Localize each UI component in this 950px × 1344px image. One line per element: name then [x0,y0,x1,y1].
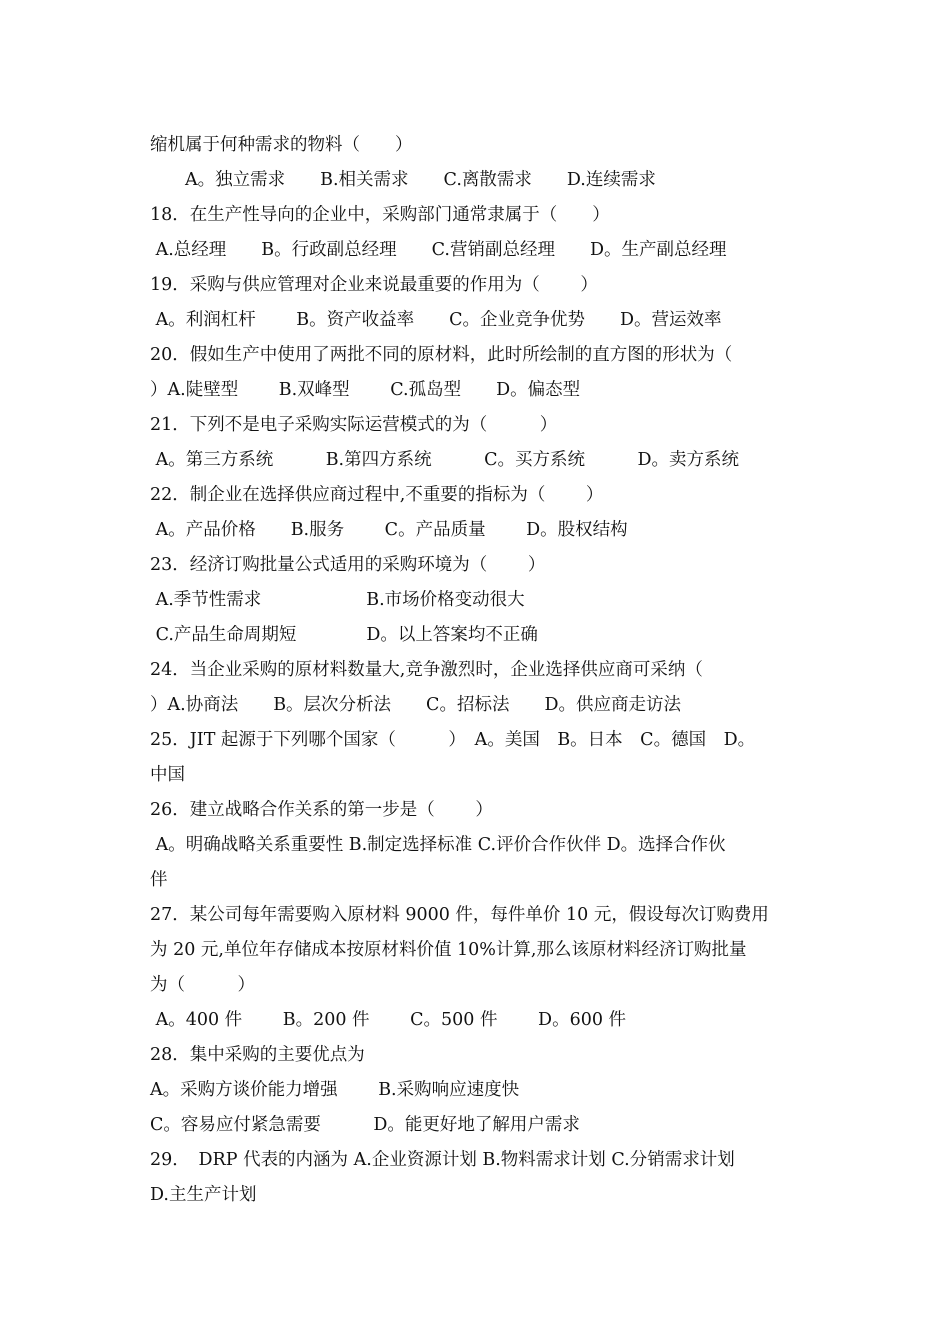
question-23-options-cd: C.产品生命周期短 D。以上答案均不正确 [150,625,538,645]
question-20-options: ）A.陡壁型 B.双峰型 C.孤岛型 D。偏态型 [150,380,581,400]
question-26-options: A。明确战略关系重要性 B.制定选择标准 C.评价合作伙伴 D。选择合作伙 [150,835,726,855]
question-27-stem: 27．某公司每年需要购入原材料 9000 件，每件单价 10 元，假设每次订购费用 [150,905,769,925]
question-24-options: ）A.协商法 B。层次分析法 C。招标法 D。供应商走访法 [150,695,681,715]
question-29-stem: 29． DRP 代表的内涵为 A.企业资源计划 B.物料需求计划 C.分销需求计划 [150,1150,735,1170]
question-28-options-ab: A。采购方谈价能力增强 B.采购响应速度快 [150,1080,520,1100]
question-28-stem: 28．集中采购的主要优点为 [150,1045,365,1065]
question-28-options-cd: C。容易应付紧急需要 D。能更好地了解用户需求 [150,1115,580,1135]
question-18-stem: 18．在生产性导向的企业中，采购部门通常隶属于（ ） [150,205,610,225]
question-18-options: A.总经理 B。行政副总经理 C.营销副总经理 D。生产副总经理 [150,240,727,260]
question-26-stem: 26．建立战略合作关系的第一步是（ ） [150,800,493,820]
question-25-stem: 25．JIT 起源于下列哪个国家（ ） A。美国 B。日本 C。德国 D。 [150,730,756,750]
question-22-options: A。产品价格 B.服务 C。产品质量 D。股权结构 [150,520,628,540]
question-27-options: A。400 件 B。200 件 C。500 件 D。600 件 [150,1010,627,1030]
question-19-options: A。利润杠杆 B。资产收益率 C。企业竞争优势 D。营运效率 [150,310,722,330]
question-29-stem-continued: D.主生产计划 [150,1185,257,1205]
question-27-stem-line2: 为 20 元,单位年存储成本按原材料价值 10%计算,那么该原材料经济订购批量 [150,940,747,960]
question-22-stem: 22．制企业在选择供应商过程中,不重要的指标为（ ） [150,485,604,505]
question-23-options-ab: A.季节性需求 B.市场价格变动很大 [150,590,525,610]
question-17-options: A。独立需求 B.相关需求 C.离散需求 D.连续需求 [150,170,656,190]
question-21-stem: 21．下列不是电子采购实际运营模式的为（ ） [150,415,558,435]
question-21-options: A。第三方系统 B.第四方系统 C。买方系统 D。卖方系统 [150,450,740,470]
question-26-options-continued: 伴 [150,870,168,890]
question-19-stem: 19．采购与供应管理对企业来说最重要的作用为（ ） [150,275,598,295]
question-20-stem: 20．假如生产中使用了两批不同的原材料，此时所绘制的直方图的形状为（ [150,345,733,365]
question-17-stem-continued: 缩机属于何种需求的物料（ ） [150,135,413,155]
question-25-stem-continued: 中国 [150,765,185,785]
question-24-stem: 24．当企业采购的原材料数量大,竞争激烈时，企业选择供应商可采纳（ [150,660,703,680]
question-27-stem-line3: 为（ ） [150,975,255,995]
question-23-stem: 23．经济订购批量公式适用的采购环境为（ ） [150,555,546,575]
